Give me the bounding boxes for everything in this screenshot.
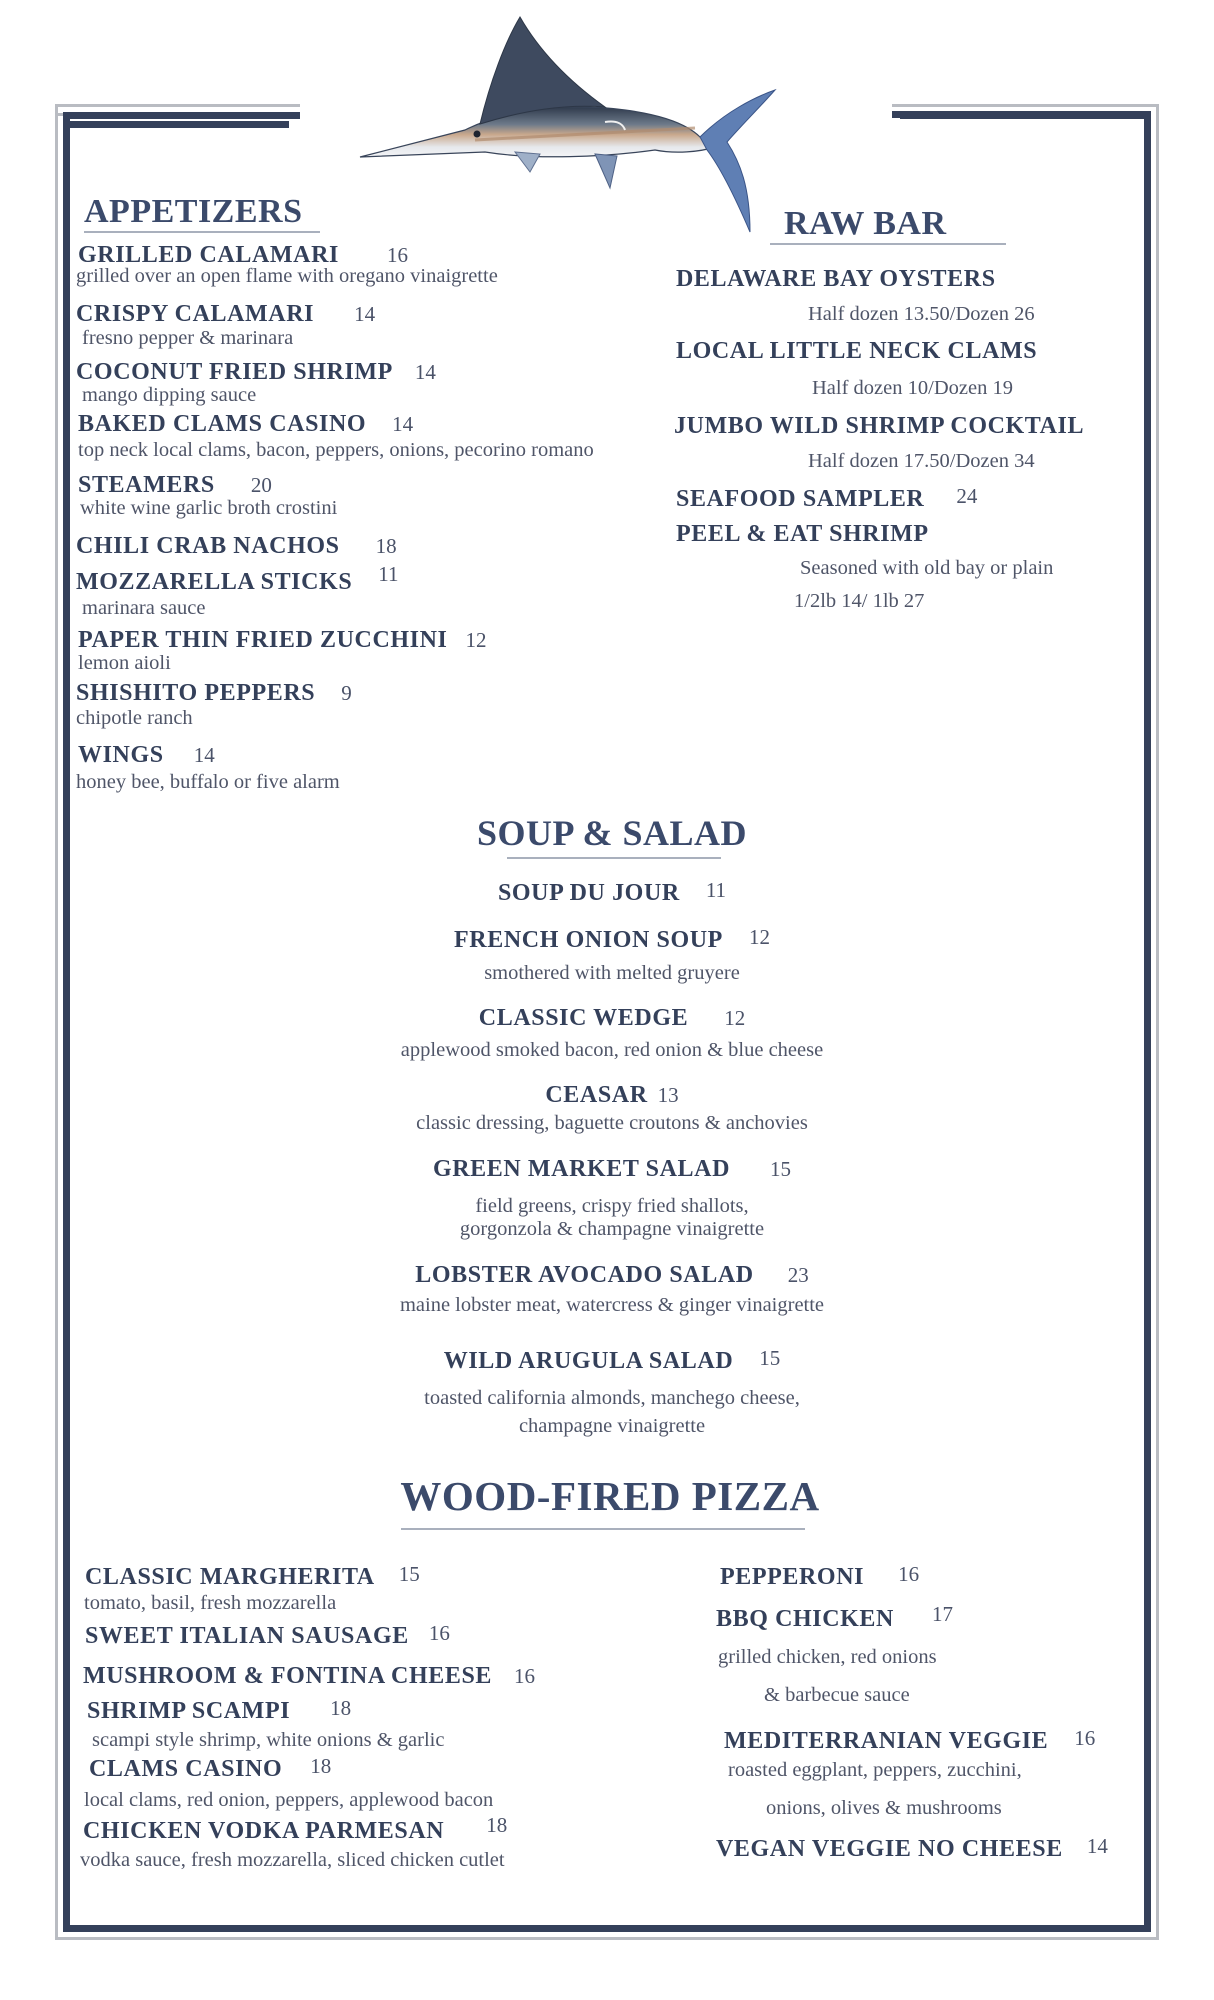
item-description: Half dozen 13.50/Dozen 26 bbox=[808, 303, 1035, 325]
item-description: scampi style shrimp, white onions & garlic bbox=[92, 1729, 445, 1751]
item-price-detail: 1/2lb 14/ 1lb 27 bbox=[794, 590, 925, 612]
item-description: grilled over an open flame with oregano vinaigrette bbox=[76, 265, 498, 287]
menu-item: BBQ CHICKEN 17 bbox=[716, 1602, 953, 1632]
menu-item: BAKED CLAMS CASINO 14 bbox=[78, 411, 414, 437]
item-description: marinara sauce bbox=[82, 597, 206, 619]
menu-item: DELAWARE BAY OYSTERS bbox=[676, 266, 996, 292]
menu-item: PEPPERONI 16 bbox=[720, 1562, 920, 1590]
menu-item: CHICKEN VODKA PARMESAN 18 bbox=[83, 1813, 508, 1844]
item-description: chipotle ranch bbox=[76, 707, 193, 729]
item-description: champagne vinaigrette bbox=[518, 1415, 706, 1437]
item-description: smothered with melted gruyere bbox=[484, 962, 740, 984]
item-description: applewood smoked bacon, red onion & blue cheese bbox=[400, 1039, 824, 1061]
menu-item: WINGS 14 bbox=[78, 742, 215, 768]
appetizers-title: APPETIZERS bbox=[84, 193, 303, 230]
menu-item: JUMBO WILD SHRIMP COCKTAIL bbox=[674, 413, 1085, 439]
raw-bar-underline bbox=[770, 243, 1006, 245]
item-description: tomato, basil, fresh mozzarella bbox=[84, 1592, 337, 1614]
pizza-title: WOOD-FIRED PIZZA bbox=[400, 1473, 820, 1519]
menu-item: PEEL & EAT SHRIMP bbox=[676, 521, 929, 547]
item-description: grilled chicken, red onions bbox=[718, 1646, 937, 1668]
menu-item: CLASSIC MARGHERITA 15 bbox=[85, 1562, 420, 1590]
item-description: & barbecue sauce bbox=[764, 1684, 910, 1706]
item-description: Half dozen 17.50/Dozen 34 bbox=[808, 450, 1035, 472]
menu-item: CRISPY CALAMARI 14 bbox=[76, 301, 376, 327]
menu-item: MEDITERRANIAN VEGGIE 16 bbox=[724, 1726, 1096, 1754]
top-right-thin-line bbox=[892, 104, 1159, 107]
menu-item: SHISHITO PEPPERS 9 bbox=[76, 680, 352, 706]
menu-item: PAPER THIN FRIED ZUCCHINI 12 bbox=[78, 627, 487, 653]
item-description: maine lobster meat, watercress & ginger vinaigrette bbox=[399, 1294, 825, 1316]
appetizers-underline bbox=[84, 231, 320, 233]
item-description: Seasoned with old bay or plain bbox=[800, 557, 1054, 579]
menu-item: CLASSIC WEDGE 12 bbox=[478, 1005, 746, 1031]
menu-item: STEAMERS 20 bbox=[78, 472, 272, 498]
item-description: lemon aioli bbox=[78, 652, 171, 674]
menu-item: CLAMS CASINO 18 bbox=[89, 1754, 332, 1782]
item-description: Half dozen 10/Dozen 19 bbox=[812, 377, 1013, 399]
menu-item: MOZZARELLA STICKS 11 bbox=[76, 562, 399, 595]
menu-item: LOCAL LITTLE NECK CLAMS bbox=[676, 338, 1038, 364]
item-description: white wine garlic broth crostini bbox=[80, 497, 338, 519]
menu-item: GRILLED CALAMARI 16 bbox=[78, 242, 408, 268]
menu-item: SOUP DU JOUR 11 bbox=[497, 878, 727, 906]
item-description: classic dressing, baguette croutons & anchovies bbox=[416, 1112, 808, 1134]
raw-bar-title: RAW BAR bbox=[784, 205, 947, 242]
item-description: toasted california almonds, manchego cheese, bbox=[424, 1387, 800, 1409]
menu-item: FRENCH ONION SOUP 12 bbox=[454, 925, 770, 953]
menu-item: SWEET ITALIAN SAUSAGE 16 bbox=[85, 1621, 450, 1649]
item-description: field greens, crispy fried shallots, bbox=[475, 1195, 749, 1217]
menu-item: GREEN MARKET SALAD 15 bbox=[432, 1156, 792, 1182]
item-description: top neck local clams, bacon, peppers, onions, pecorino romano bbox=[78, 439, 594, 461]
menu-item: VEGAN VEGGIE NO CHEESE 14 bbox=[716, 1834, 1108, 1862]
menu-item: SEAFOOD SAMPLER 24 bbox=[676, 484, 978, 512]
item-description: mango dipping sauce bbox=[82, 384, 257, 406]
item-description: gorgonzola & champagne vinaigrette bbox=[459, 1218, 765, 1240]
item-description: fresno pepper & marinara bbox=[82, 327, 294, 349]
item-description: roasted eggplant, peppers, zucchini, bbox=[728, 1759, 1022, 1781]
soup-salad-underline bbox=[507, 857, 721, 859]
pizza-underline bbox=[401, 1528, 805, 1530]
menu-item: SHRIMP SCAMPI 18 bbox=[87, 1696, 352, 1724]
menu-item: MUSHROOM & FONTINA CHEESE 16 bbox=[83, 1663, 536, 1689]
menu-item: COCONUT FRIED SHRIMP 14 bbox=[76, 359, 436, 385]
top-left-thin-line bbox=[55, 113, 63, 116]
item-description: onions, olives & mushrooms bbox=[766, 1797, 1002, 1819]
menu-item: WILD ARUGULA SALAD 15 bbox=[443, 1346, 781, 1374]
menu-item: CEASAR 13 bbox=[545, 1082, 679, 1108]
item-description: local clams, red onion, peppers, applewood bacon bbox=[84, 1789, 494, 1811]
item-description: honey bee, buffalo or five alarm bbox=[76, 771, 340, 793]
menu-item: LOBSTER AVOCADO SALAD 23 bbox=[415, 1262, 809, 1288]
top-left-accent-line bbox=[63, 121, 289, 128]
menu-item: CHILI CRAB NACHOS 18 bbox=[76, 533, 397, 559]
top-right-accent-line bbox=[892, 111, 1151, 118]
marlin-fish-illustration bbox=[355, 12, 795, 242]
soup-salad-title: SOUP & SALAD bbox=[476, 813, 748, 853]
item-description: vodka sauce, fresh mozzarella, sliced chicken cutlet bbox=[80, 1849, 505, 1871]
